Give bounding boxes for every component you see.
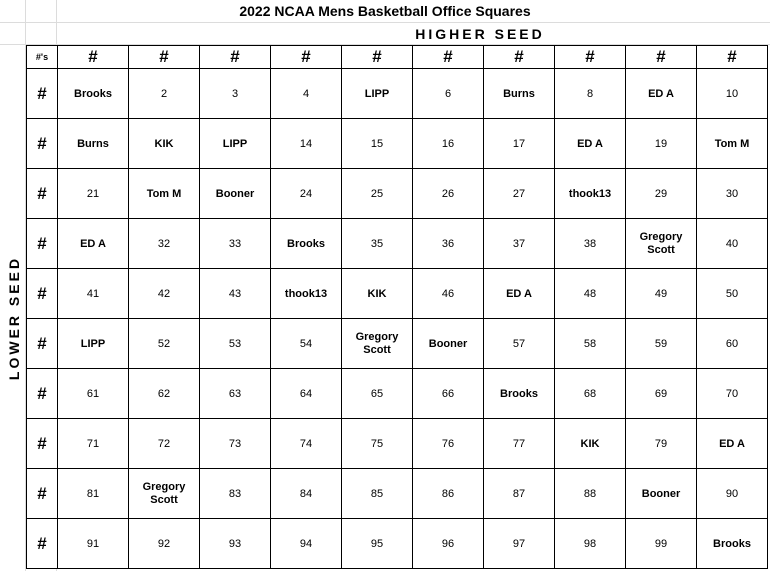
number-square[interactable]: 14 — [271, 119, 342, 169]
row-number-cell[interactable]: # — [27, 469, 58, 519]
grid-row — [27, 119, 768, 169]
number-square[interactable]: 4 — [271, 69, 342, 119]
grid-row — [27, 269, 768, 319]
name-square[interactable]: Tom M — [129, 169, 200, 219]
number-square[interactable]: 93 — [200, 519, 271, 569]
name-square[interactable]: KIK — [342, 269, 413, 319]
number-square[interactable]: 25 — [342, 169, 413, 219]
lower-seed-text: LOWER SEED — [6, 255, 22, 381]
number-square[interactable]: 64 — [271, 369, 342, 419]
number-square[interactable]: 91 — [58, 519, 129, 569]
name-line: Gregory — [142, 480, 186, 493]
number-square[interactable]: 63 — [200, 369, 271, 419]
number-square[interactable]: 81 — [58, 469, 129, 519]
row-number-cell[interactable]: # — [27, 419, 58, 469]
number-square[interactable]: 54 — [271, 319, 342, 369]
number-square[interactable]: 73 — [200, 419, 271, 469]
number-square[interactable]: 17 — [484, 119, 555, 169]
number-square[interactable]: 10 — [697, 69, 768, 119]
number-square[interactable]: 57 — [484, 319, 555, 369]
squares-grid — [26, 45, 767, 569]
lower-seed-label — [5, 68, 23, 568]
number-square[interactable]: 74 — [271, 419, 342, 469]
number-square[interactable]: 52 — [129, 319, 200, 369]
row-number-cell[interactable]: # — [27, 219, 58, 269]
name-line: Scott — [150, 493, 178, 506]
number-square[interactable]: 6 — [413, 69, 484, 119]
name-square[interactable]: thook13 — [271, 269, 342, 319]
number-square[interactable]: 83 — [200, 469, 271, 519]
number-square[interactable]: 27 — [484, 169, 555, 219]
number-square[interactable]: 36 — [413, 219, 484, 269]
column-number-cell[interactable]: # — [129, 46, 200, 69]
number-square[interactable]: 95 — [342, 519, 413, 569]
number-square[interactable]: 46 — [413, 269, 484, 319]
number-square[interactable]: 84 — [271, 469, 342, 519]
number-square[interactable]: 79 — [626, 419, 697, 469]
number-square[interactable]: 68 — [555, 369, 626, 419]
name-square[interactable]: LIPP — [58, 319, 129, 369]
name-square[interactable]: Burns — [58, 119, 129, 169]
number-square[interactable]: 90 — [697, 469, 768, 519]
number-square[interactable]: 97 — [484, 519, 555, 569]
squares-table — [26, 45, 768, 569]
name-square[interactable]: ED A — [555, 119, 626, 169]
column-number-cell[interactable]: # — [484, 46, 555, 69]
name-square[interactable]: Brooks — [484, 369, 555, 419]
number-square[interactable]: 60 — [697, 319, 768, 369]
name-square[interactable]: thook13 — [555, 169, 626, 219]
number-square[interactable]: 15 — [342, 119, 413, 169]
grid-row — [27, 319, 768, 369]
name-square[interactable]: Booner — [626, 469, 697, 519]
sheet-title: 2022 NCAA Mens Basketball Office Squares — [239, 3, 531, 19]
number-square[interactable]: 96 — [413, 519, 484, 569]
column-number-cell[interactable]: # — [271, 46, 342, 69]
name-line: Scott — [363, 343, 391, 356]
corner-cell: #'s — [27, 46, 58, 69]
column-number-cell[interactable]: # — [58, 46, 129, 69]
number-square[interactable]: 40 — [697, 219, 768, 269]
number-square[interactable]: 38 — [555, 219, 626, 269]
number-square[interactable]: 26 — [413, 169, 484, 219]
number-square[interactable]: 29 — [626, 169, 697, 219]
column-number-cell[interactable]: # — [555, 46, 626, 69]
number-square[interactable]: 99 — [626, 519, 697, 569]
number-square[interactable]: 75 — [342, 419, 413, 469]
number-square[interactable]: 42 — [129, 269, 200, 319]
number-square[interactable]: 87 — [484, 469, 555, 519]
number-square[interactable]: 21 — [58, 169, 129, 219]
name-square[interactable]: Tom M — [697, 119, 768, 169]
number-square[interactable]: 59 — [626, 319, 697, 369]
column-number-cell[interactable]: # — [626, 46, 697, 69]
grid-row — [27, 519, 768, 569]
name-square[interactable]: ED A — [626, 69, 697, 119]
name-square[interactable]: ED A — [58, 219, 129, 269]
column-number-cell[interactable]: # — [200, 46, 271, 69]
name-square[interactable]: ED A — [484, 269, 555, 319]
number-square[interactable]: 24 — [271, 169, 342, 219]
grid-row — [27, 369, 768, 419]
name-square[interactable]: KIK — [555, 419, 626, 469]
name-square[interactable]: Brooks — [697, 519, 768, 569]
number-square[interactable]: 61 — [58, 369, 129, 419]
name-square[interactable]: Booner — [413, 319, 484, 369]
name-square[interactable] — [626, 219, 697, 269]
number-square[interactable]: 70 — [697, 369, 768, 419]
number-square[interactable]: 69 — [626, 369, 697, 419]
row-number-cell[interactable]: # — [27, 269, 58, 319]
number-square[interactable]: 19 — [626, 119, 697, 169]
number-square[interactable]: 62 — [129, 369, 200, 419]
column-number-cell[interactable]: # — [413, 46, 484, 69]
number-square[interactable]: 43 — [200, 269, 271, 319]
header-row — [27, 46, 768, 69]
number-square[interactable]: 32 — [129, 219, 200, 269]
number-square[interactable]: 49 — [626, 269, 697, 319]
name-square[interactable] — [342, 319, 413, 369]
number-square[interactable]: 72 — [129, 419, 200, 469]
name-square[interactable]: Brooks — [271, 219, 342, 269]
name-square[interactable]: KIK — [129, 119, 200, 169]
number-square[interactable]: 65 — [342, 369, 413, 419]
name-square[interactable]: Booner — [200, 169, 271, 219]
name-square[interactable] — [129, 469, 200, 519]
column-number-cell[interactable]: # — [342, 46, 413, 69]
higher-seed-label: HIGHER SEED — [415, 26, 545, 42]
name-square[interactable]: ED A — [697, 419, 768, 469]
number-square[interactable]: 66 — [413, 369, 484, 419]
grid-row — [27, 469, 768, 519]
number-square[interactable]: 92 — [129, 519, 200, 569]
name-square[interactable]: Brooks — [58, 69, 129, 119]
name-square[interactable]: Burns — [484, 69, 555, 119]
grid-row — [27, 419, 768, 469]
row-number-cell[interactable]: # — [27, 519, 58, 569]
number-square[interactable]: 77 — [484, 419, 555, 469]
name-square[interactable]: LIPP — [200, 119, 271, 169]
row-number-cell[interactable]: # — [27, 319, 58, 369]
number-square[interactable]: 86 — [413, 469, 484, 519]
grid-row — [27, 219, 768, 269]
number-square[interactable]: 58 — [555, 319, 626, 369]
number-square[interactable]: 37 — [484, 219, 555, 269]
number-square[interactable]: 8 — [555, 69, 626, 119]
number-square[interactable]: 33 — [200, 219, 271, 269]
number-square[interactable]: 3 — [200, 69, 271, 119]
squares-table-body — [27, 46, 768, 569]
row-number-cell[interactable]: # — [27, 369, 58, 419]
grid-row — [27, 169, 768, 219]
number-square[interactable]: 53 — [200, 319, 271, 369]
number-square[interactable]: 30 — [697, 169, 768, 219]
row-number-cell[interactable]: # — [27, 169, 58, 219]
number-square[interactable]: 48 — [555, 269, 626, 319]
number-square[interactable]: 88 — [555, 469, 626, 519]
name-line: Gregory — [355, 330, 399, 343]
row-number-cell[interactable]: # — [27, 119, 58, 169]
name-line: Gregory — [639, 230, 683, 243]
number-square[interactable]: 16 — [413, 119, 484, 169]
name-line: Scott — [647, 243, 675, 256]
number-square[interactable]: 2 — [129, 69, 200, 119]
column-number-cell[interactable]: # — [697, 46, 768, 69]
number-square[interactable]: 71 — [58, 419, 129, 469]
row-number-cell[interactable]: # — [27, 69, 58, 119]
name-square[interactable]: LIPP — [342, 69, 413, 119]
number-square[interactable]: 76 — [413, 419, 484, 469]
grid-row — [27, 69, 768, 119]
number-square[interactable]: 41 — [58, 269, 129, 319]
number-square[interactable]: 85 — [342, 469, 413, 519]
number-square[interactable]: 50 — [697, 269, 768, 319]
number-square[interactable]: 98 — [555, 519, 626, 569]
number-square[interactable]: 35 — [342, 219, 413, 269]
number-square[interactable]: 94 — [271, 519, 342, 569]
